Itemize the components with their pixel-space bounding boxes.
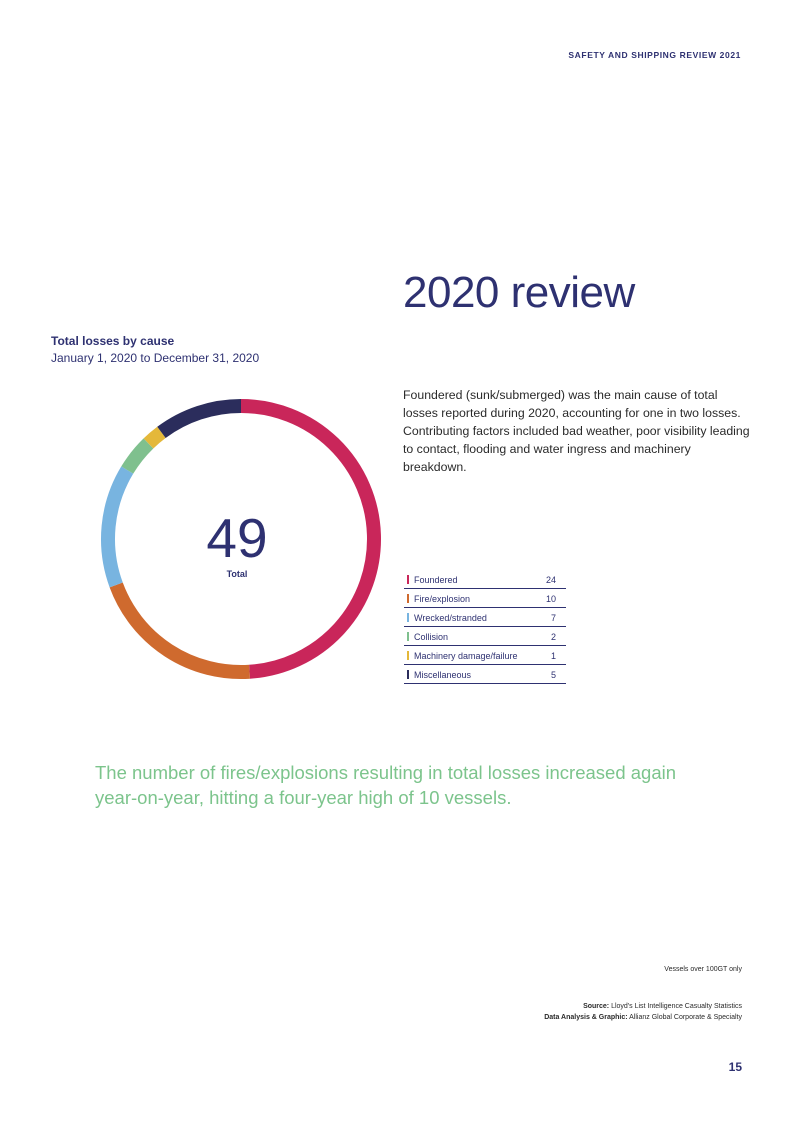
- legend-value: 1: [550, 650, 556, 661]
- source-value: Lloyd's List Intelligence Casualty Statistics: [611, 1003, 742, 1010]
- legend-item: [404, 628, 566, 646]
- legend-label: Fire/explosion: [414, 593, 471, 604]
- pull-quote: The number of fires/explosions resulting in total losses increased again year-on-year, hitting a four-year high of 10 vessels.: [95, 762, 677, 808]
- legend-swatch: [407, 632, 409, 641]
- source-credits: [544, 1001, 742, 1023]
- page-title: 2020 review: [403, 268, 635, 317]
- donut-total-value: 49: [206, 507, 268, 569]
- legend-swatch: [407, 575, 409, 584]
- legend-label: Machinery damage/failure: [414, 650, 518, 661]
- legend-label: Miscellaneous: [414, 669, 472, 680]
- chart-title: Total losses by cause: [51, 334, 175, 348]
- legend-value: 5: [550, 669, 556, 680]
- source-label: Source:: [583, 1003, 610, 1010]
- donut-segment-fire-explosion: [116, 585, 249, 672]
- legend-label: Collision: [414, 631, 449, 642]
- legend-value: 7: [550, 612, 556, 623]
- vessels-note: Vessels over 100GT only: [664, 966, 742, 973]
- legend-label: Wrecked/stranded: [414, 612, 487, 623]
- donut-segment-miscellaneous: [161, 406, 241, 432]
- legend-swatch: [407, 670, 409, 679]
- legend-value: 24: [545, 574, 556, 585]
- donut-segment-wrecked-stranded: [108, 470, 127, 585]
- legend-item: [404, 609, 566, 627]
- analysis-line: [544, 1012, 742, 1023]
- donut-segment-collision: [127, 443, 148, 470]
- chart-legend: [404, 571, 566, 685]
- legend-item: [404, 666, 566, 684]
- donut-total-label: Total: [226, 569, 248, 579]
- legend-item: [404, 590, 566, 608]
- body-paragraph: Foundered (sunk/submerged) was the main cause of total losses reported during 2020, accounting for one in two losses. Contributing factors included bad weather, poor visibility leading to contact, flooding and water ingress and machinery breakdown.: [403, 388, 750, 474]
- chart-subtitle: January 1, 2020 to December 31, 2020: [51, 351, 260, 365]
- legend-swatch: [407, 613, 409, 622]
- page-number: 15: [728, 1060, 742, 1074]
- legend-value: 10: [545, 593, 556, 604]
- analysis-label: Data Analysis & Graphic:: [544, 1014, 628, 1021]
- source-line: [544, 1001, 742, 1012]
- legend-label: Foundered: [414, 574, 458, 585]
- legend-item: [404, 571, 566, 589]
- legend-value: 2: [550, 631, 556, 642]
- legend-swatch: [407, 594, 409, 603]
- report-header: SAFETY AND SHIPPING REVIEW 2021: [568, 50, 741, 60]
- donut-segment-machinery-damage-failure: [148, 432, 161, 443]
- legend-swatch: [407, 651, 409, 660]
- legend-item: [404, 647, 566, 665]
- analysis-value: Allianz Global Corporate & Specialty: [629, 1014, 742, 1021]
